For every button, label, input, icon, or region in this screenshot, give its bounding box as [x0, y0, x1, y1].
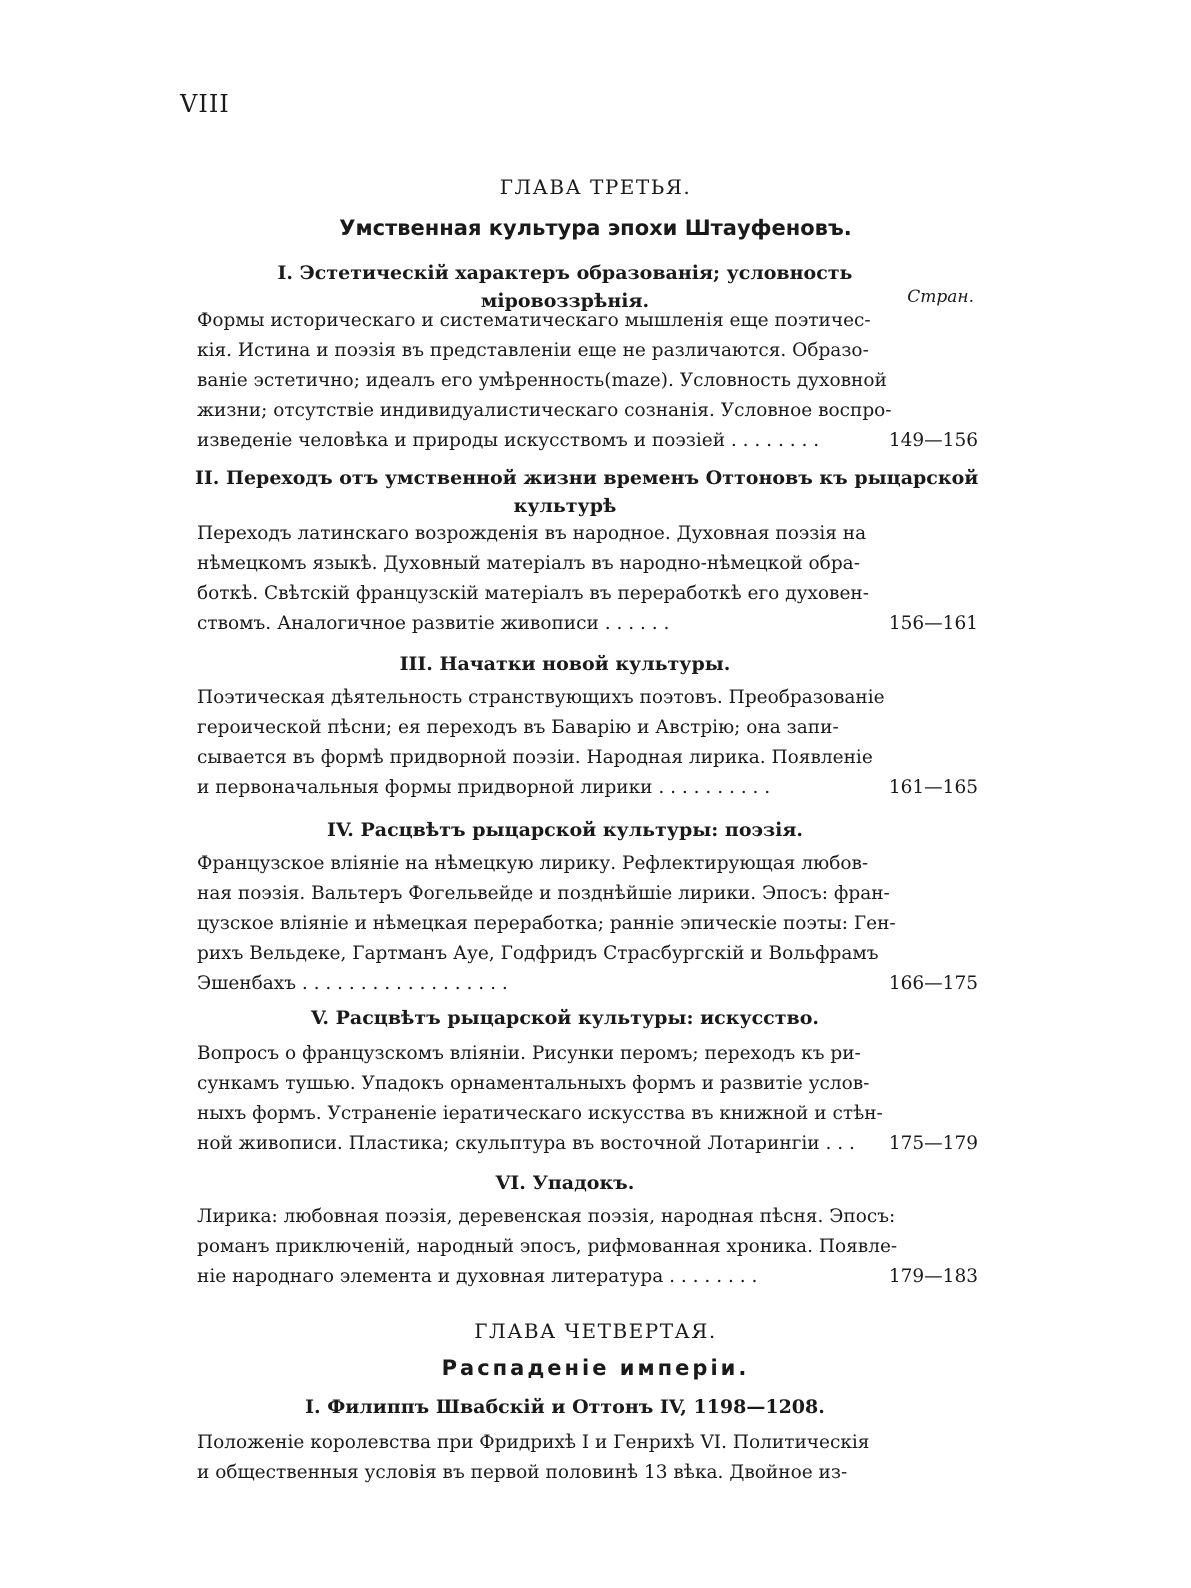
- section-title: I. Филиппъ Швабскій и Оттонъ IV, 1198—1208.: [305, 1396, 825, 1418]
- text-line: и первоначальныя формы придворной лирики . . . . . . . . . .: [197, 777, 771, 798]
- page-number: VIII: [180, 90, 230, 118]
- page-range: 166—175: [888, 973, 978, 994]
- chapter-label: ГЛАВА ТРЕТЬЯ.: [499, 175, 692, 199]
- section-title: V. Расцвѣтъ рыцарской культуры: искусство.: [310, 1007, 820, 1029]
- text-line: романъ приключеній, народный эпосъ, рифмованная хроника. Появле-: [197, 1236, 898, 1257]
- title-line: II. Переходъ отъ умственной жизни временъ Оттоновъ къ рыцарской: [195, 467, 979, 489]
- text-line: Положеніе королевства при Фридрихѣ I и Генрихѣ VI. Политическія: [197, 1432, 870, 1453]
- text-line: ствомъ. Аналогичное развитіе живописи . . . . . .: [197, 613, 670, 634]
- section-text: [197, 306, 892, 456]
- text-line: ная поэзія. Вальтеръ Фогельвейде и позднѣйшіе лирики. Эпосъ: фран-: [197, 883, 890, 904]
- text-line: ной живописи. Пластика; скульптура въ восточной Лотарингіи . . .: [197, 1133, 855, 1154]
- section-title: IV. Расцвѣтъ рыцарской культуры: поэзія.: [326, 819, 804, 841]
- text-line: и общественныя условія въ первой половинѣ 13 вѣка. Двойное из-: [197, 1462, 848, 1483]
- text-line: Поэтическая дѣятельность странствующихъ поэтовъ. Преобразованіе: [197, 687, 885, 708]
- text-line: кія. Истина и поэзія въ представленіи еще не различаются. Образо-: [197, 340, 869, 361]
- section-title: I. Эстетическій характеръ образованія; условность міровоззрѣнія.: [277, 262, 853, 312]
- text-line: Лирика: любовная поэзія, деревенская поэзія, народная пѣсня. Эпосъ:: [197, 1206, 896, 1227]
- text-line: Эшенбахъ . . . . . . . . . . . . . . . . . .: [197, 973, 508, 994]
- text-line: изведеніе человѣка и природы искусствомъ и поэзіей . . . . . . . .: [197, 430, 820, 451]
- text-line: рихъ Вельдеке, Гартманъ Ауе, Годфридъ Страсбургскій и Вольфрамъ: [197, 943, 879, 964]
- page-range: 175—179: [888, 1133, 978, 1154]
- section-text: [197, 1428, 881, 1488]
- text-line: ваніе эстетично; идеалъ его умѣренность(maze). Условность духовной: [197, 370, 887, 391]
- text-line: героической пѣсни; ея переходъ въ Баварію и Австрію; она запи-: [197, 717, 839, 738]
- text-line: нѣмецкомъ языкѣ. Духовный матеріалъ въ народно-нѣмецкой обра-: [197, 553, 860, 574]
- text-line: Формы историческаго и систематическаго мышленія еще поэтичес-: [197, 310, 871, 331]
- chapter-title: Умственная культура эпохи Штауфеновъ.: [339, 216, 852, 240]
- chapter-title: Распаденіе имперіи.: [441, 1356, 750, 1380]
- pages-column-label: Стран.: [907, 287, 974, 307]
- section-title: [195, 464, 979, 520]
- page-range: 161—165: [888, 777, 978, 798]
- text-line: Французское вліяніе на нѣмецкую лирику. Рефлектирующая любов-: [197, 853, 869, 874]
- text-line: боткѣ. Свѣтскій французскій матеріалъ въ переработкѣ его духовен-: [197, 583, 869, 604]
- section-text: [197, 1039, 881, 1159]
- text-line: цузское вліяніе и нѣмецкая переработка; ранніе эпическіе поэты: Ген-: [197, 913, 896, 934]
- title-line: культурѣ: [513, 495, 617, 517]
- text-line: Вопросъ о французскомъ вліяніи. Рисунки перомъ; переходъ къ ри-: [197, 1043, 861, 1064]
- text-line: ныхъ формъ. Устраненіе іератическаго искусства въ книжной и стѣн-: [197, 1103, 883, 1124]
- section-text: [197, 1202, 898, 1292]
- text-line: жизни; отсутствіе индивидуалистическаго сознанія. Условное воспро-: [197, 400, 892, 421]
- page-range: 156—161: [888, 613, 978, 634]
- text-line: ніе народнаго элемента и духовная литература . . . . . . . .: [197, 1266, 758, 1287]
- text-line: сункамъ тушью. Упадокъ орнаментальныхъ формъ и развитіе услов-: [197, 1073, 870, 1094]
- text-line: Переходъ латинскаго возрожденія въ народное. Духовная поэзія на: [197, 523, 867, 544]
- text-line: сывается въ формѣ придворной поэзіи. Народная лирика. Появленіе: [197, 747, 873, 768]
- section-title: III. Начатки новой культуры.: [399, 653, 731, 675]
- section-text: [197, 849, 896, 999]
- page-range: 179—183: [888, 1266, 978, 1287]
- section-text: [197, 683, 885, 803]
- chapter-label: ГЛАВА ЧЕТВЕРТАЯ.: [474, 1319, 717, 1343]
- section-text: [197, 519, 881, 639]
- section-title: VI. Упадокъ.: [495, 1172, 635, 1194]
- page-range: 149—156: [888, 430, 978, 451]
